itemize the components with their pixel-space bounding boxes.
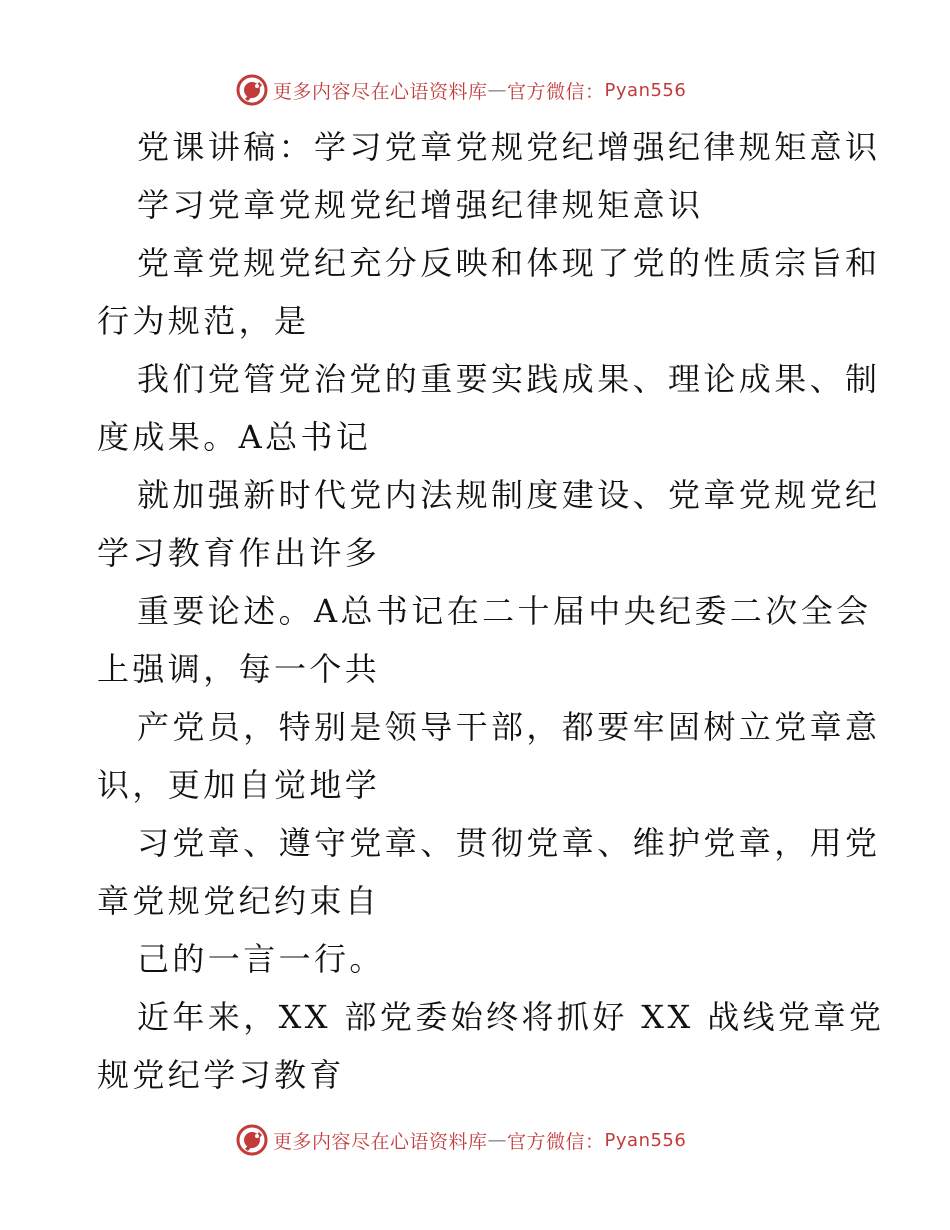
paragraph-line: 学习教育作出许多 (97, 534, 381, 572)
document-body (97, 118, 885, 1104)
paragraph-line: 上强调，每一个共 (97, 650, 381, 688)
paragraph-line: 党章党规党纪充分反映和体现了党的性质宗旨和 (137, 244, 881, 282)
watermark-handle: Pyan556 (604, 79, 687, 101)
paragraph-line: 规党纪学习教育 (97, 1056, 345, 1094)
watermark-site-text: 更多内容尽在心语资料库 (273, 1130, 488, 1153)
paragraph-line: 己的一言一行。 (137, 940, 385, 978)
paragraph-line: 度成果。A总书记 (97, 418, 372, 456)
watermark-contact-text: 官方微信： (507, 80, 605, 103)
watermark-handle: Pyan556 (604, 1129, 687, 1151)
pen-nib-circle-icon (235, 1123, 269, 1157)
paragraph-line: 近年来，XX 部党委始终将抓好 XX 战线党章党 (137, 998, 885, 1036)
pen-nib-circle-icon (235, 73, 269, 107)
document-title: 党课讲稿：学习党章党规党纪增强纪律规矩意识 (137, 128, 881, 166)
paragraph-line: 重要论述。A总书记在二十届中央纪委二次全会 (137, 592, 872, 630)
paragraph-line: 章党规党纪约束自 (97, 882, 381, 920)
paragraph-line: 产党员，特别是领导干部，都要牢固树立党章意 (137, 708, 881, 746)
watermark-contact-text: 官方微信： (507, 1130, 605, 1153)
header-watermark (235, 72, 686, 108)
paragraph-line: 识，更加自觉地学 (97, 766, 381, 804)
footer-watermark (235, 1122, 686, 1158)
document-subtitle: 学习党章党规党纪增强纪律规矩意识 (137, 186, 704, 224)
watermark-dash: — (487, 1129, 508, 1151)
paragraph-line: 我们党管党治党的重要实践成果、理论成果、制 (137, 360, 881, 398)
paragraph-line: 习党章、遵守党章、贯彻党章、维护党章，用党 (137, 824, 881, 862)
paragraph-line: 行为规范，是 (97, 302, 310, 340)
watermark-dash: — (487, 79, 508, 101)
watermark-site-text: 更多内容尽在心语资料库 (273, 80, 488, 103)
paragraph-line: 就加强新时代党内法规制度建设、党章党规党纪 (137, 476, 881, 514)
